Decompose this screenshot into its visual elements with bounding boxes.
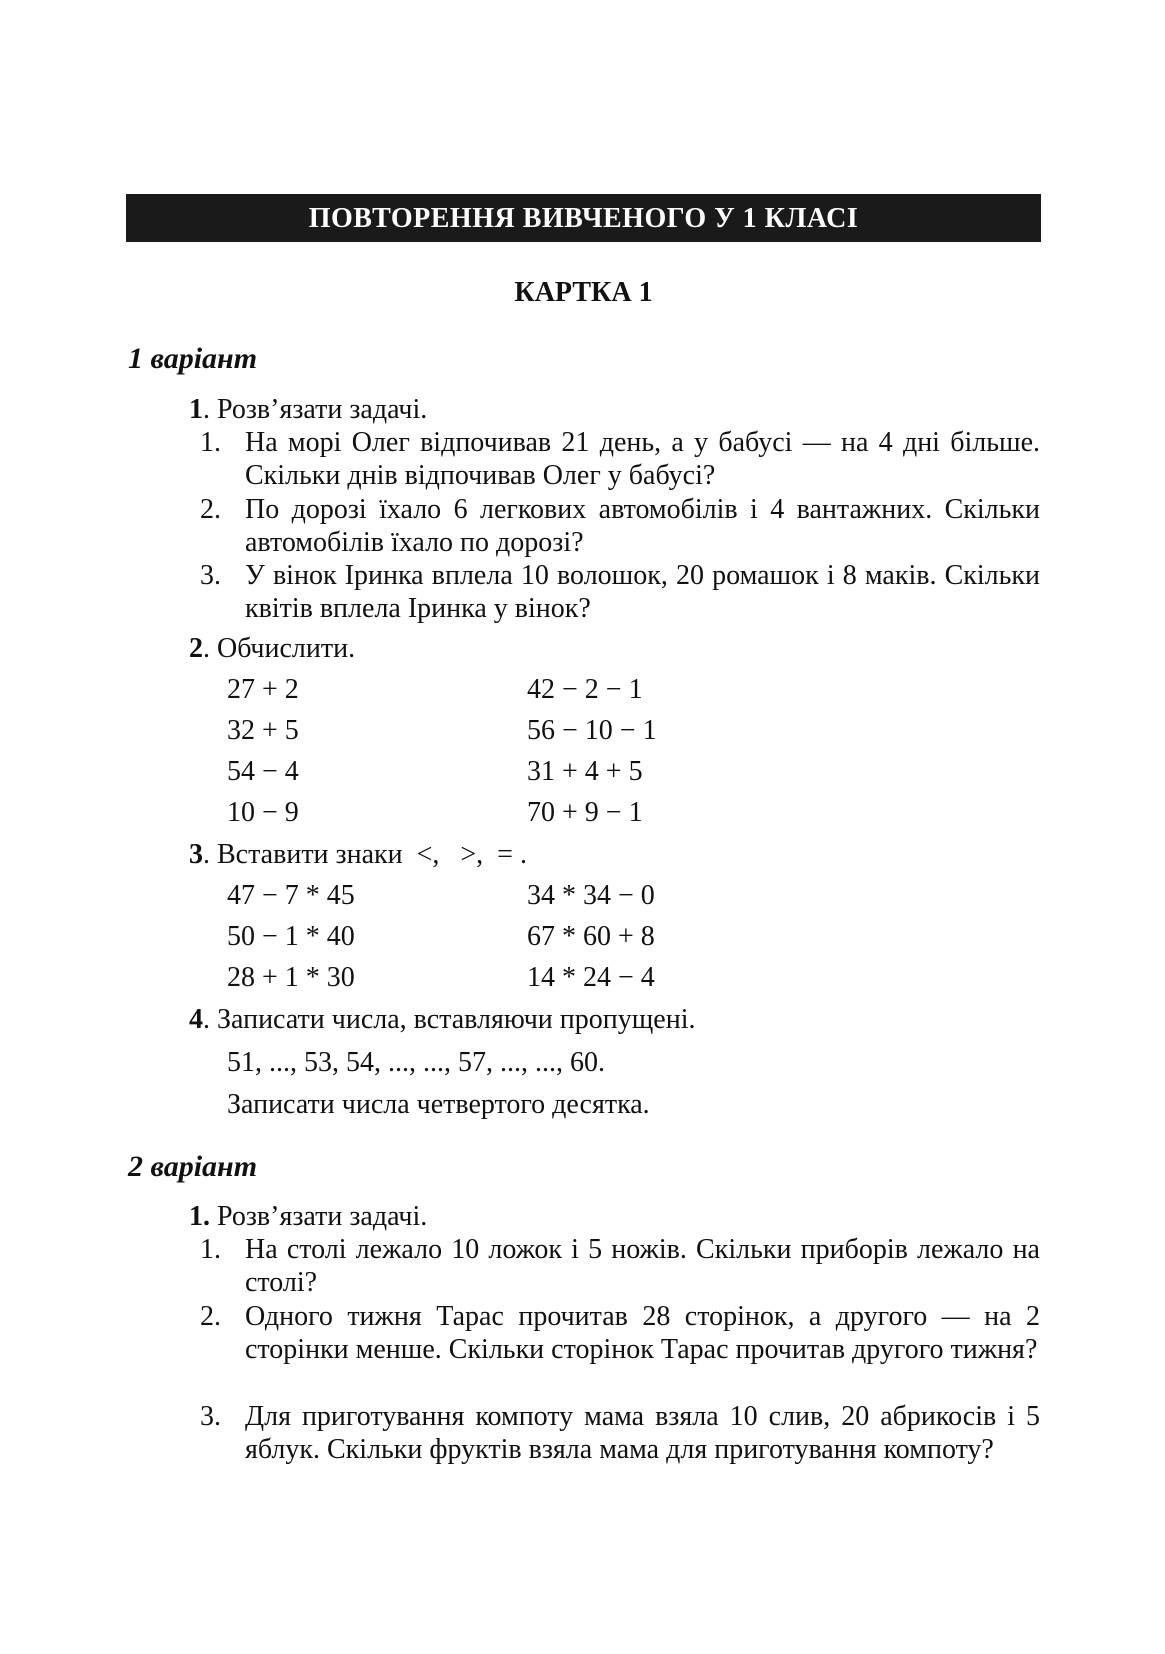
problem-text: По дорозі їхало 6 легкових автомобілів і 4 вантажних. Скільки автомобілів їхало по дорозі?: [245, 494, 1040, 558]
task-text: . Обчислити.: [203, 633, 356, 664]
task-number: 1: [189, 394, 203, 425]
problem-text: На морі Олег відпочивав 21 день, а у бабусі — на 4 дні більше. Скільки днів відпочивав Олег у бабусі?: [245, 427, 1040, 491]
expression: 50 − 1 * 40: [227, 921, 355, 952]
task-text: . Розв’язати задачі.: [203, 394, 428, 425]
expression: 14 * 24 − 4: [527, 962, 655, 993]
problem-number: 1.: [200, 1234, 221, 1265]
section-banner: ПОВТОРЕННЯ ВИВЧЕНОГО У 1 КЛАСІ: [126, 194, 1041, 242]
v1-task1-heading: [189, 393, 1039, 426]
expression: 31 + 4 + 5: [527, 756, 643, 787]
expression: 27 + 2: [227, 674, 299, 705]
problem-number: 2.: [200, 1301, 221, 1332]
v1-task4-heading: [189, 1003, 1039, 1036]
task-text: . Вставити знаки <, >, = .: [203, 839, 527, 870]
v2-problem-1: [200, 1233, 1040, 1299]
card-title: КАРТКА 1: [514, 277, 653, 308]
expression: 34 * 34 − 0: [527, 880, 655, 911]
expression: 70 + 9 − 1: [527, 797, 643, 828]
task-number: 1.: [189, 1201, 210, 1232]
task-number: 4: [189, 1004, 203, 1035]
expression: 10 − 9: [227, 797, 299, 828]
expression: 56 − 10 − 1: [527, 715, 657, 746]
expression: 28 + 1 * 30: [227, 962, 355, 993]
task-text: . Записати числа, вставляючи пропущені.: [203, 1004, 696, 1035]
v1-problem-2: [200, 493, 1040, 559]
problem-number: 2.: [200, 494, 221, 525]
problem-number: 3.: [200, 560, 221, 591]
expression: 67 * 60 + 8: [527, 921, 655, 952]
problem-text: На столі лежало 10 ложок і 5 ножів. Скільки приборів лежало на столі?: [245, 1234, 1040, 1298]
task-text: Розв’язати задачі.: [210, 1201, 428, 1232]
v1-problem-3: [200, 559, 1040, 625]
variant-1-title: 1 варіант: [128, 342, 258, 375]
problem-number: 1.: [200, 427, 221, 458]
v1-task3-heading: [189, 838, 1039, 871]
problem-text: У вінок Іринка вплела 10 волошок, 20 ромашок і 8 маків. Скільки квітів вплела Іринка у вінок?: [245, 560, 1040, 624]
problem-number: 3.: [200, 1401, 221, 1432]
variant-2-title: 2 варіант: [128, 1150, 258, 1183]
v2-problem-2: [200, 1300, 1040, 1366]
task-subline: Записати числа четвертого десятка.: [227, 1089, 650, 1120]
expression: 47 − 7 * 45: [227, 880, 355, 911]
problem-text: Одного тижня Тарас прочитав 28 сторінок, а другого — на 2 сторінки менше. Скільки сторінок Тарас прочитав другого тижня?: [245, 1301, 1040, 1365]
expression: 54 − 4: [227, 756, 299, 787]
expression: 42 − 2 − 1: [527, 674, 643, 705]
problem-text: Для приготування компоту мама взяла 10 слив, 20 абрикосів і 5 яблук. Скільки фруктів взяла мама для приготування компоту?: [245, 1401, 1040, 1465]
number-sequence: 51, ..., 53, 54, ..., ..., 57, ..., ..., 60.: [227, 1047, 605, 1078]
task-number: 3: [189, 839, 203, 870]
v1-problem-1: [200, 426, 1040, 492]
v2-task1-heading: [189, 1200, 1039, 1233]
expression: 32 + 5: [227, 715, 299, 746]
task-number: 2: [189, 633, 203, 664]
v2-problem-3: [200, 1400, 1040, 1466]
v1-task2-heading: [189, 632, 1039, 665]
